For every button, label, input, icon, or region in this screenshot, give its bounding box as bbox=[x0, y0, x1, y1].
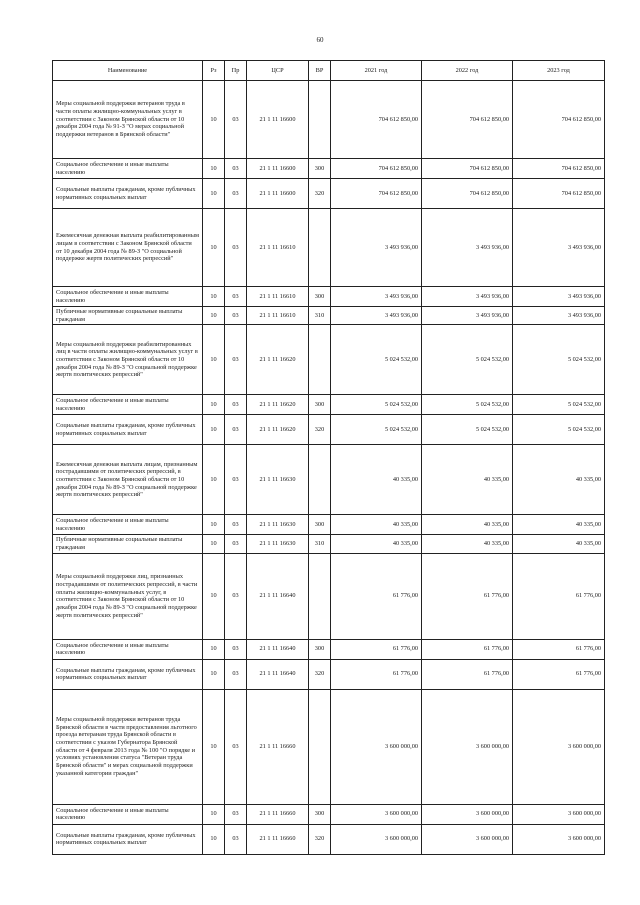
table-row bbox=[53, 325, 605, 395]
cell-name: Публичные нормативные социальные выплаты гражданам bbox=[53, 535, 203, 553]
cell-pr: 03 bbox=[225, 287, 247, 307]
header-2021: 2021 год bbox=[331, 61, 422, 81]
cell-2021: 40 335,00 bbox=[331, 535, 422, 553]
cell-vr: 320 bbox=[309, 659, 331, 689]
cell-pr: 03 bbox=[225, 415, 247, 445]
cell-vr bbox=[309, 81, 331, 159]
table-row bbox=[53, 659, 605, 689]
header-name: Наименование bbox=[53, 61, 203, 81]
cell-2023: 3 600 000,00 bbox=[513, 689, 605, 804]
cell-2022: 704 612 850,00 bbox=[422, 179, 513, 209]
cell-name: Социальное обеспечение и иные выплаты населению bbox=[53, 287, 203, 307]
cell-rz: 10 bbox=[203, 689, 225, 804]
cell-vr: 300 bbox=[309, 287, 331, 307]
cell-vr: 300 bbox=[309, 159, 331, 179]
cell-2021: 40 335,00 bbox=[331, 515, 422, 535]
cell-2023: 5 024 532,00 bbox=[513, 325, 605, 395]
cell-name: Социальное обеспечение и иные выплаты населению bbox=[53, 639, 203, 659]
page-number: 60 bbox=[316, 36, 324, 44]
cell-rz: 10 bbox=[203, 515, 225, 535]
cell-csr: 21 1 11 16620 bbox=[247, 415, 309, 445]
cell-2021: 61 776,00 bbox=[331, 639, 422, 659]
table-row bbox=[53, 307, 605, 325]
cell-2023: 61 776,00 bbox=[513, 639, 605, 659]
cell-2021: 61 776,00 bbox=[331, 553, 422, 639]
cell-2022: 61 776,00 bbox=[422, 659, 513, 689]
table-row bbox=[53, 515, 605, 535]
cell-name: Социальные выплаты гражданам, кроме публичных нормативных социальных выплат bbox=[53, 415, 203, 445]
cell-rz: 10 bbox=[203, 804, 225, 824]
cell-2023: 3 493 936,00 bbox=[513, 209, 605, 287]
table-row bbox=[53, 553, 605, 639]
cell-vr bbox=[309, 325, 331, 395]
cell-2023: 40 335,00 bbox=[513, 535, 605, 553]
cell-2021: 5 024 532,00 bbox=[331, 325, 422, 395]
cell-2022: 704 612 850,00 bbox=[422, 81, 513, 159]
cell-2022: 61 776,00 bbox=[422, 553, 513, 639]
cell-name: Публичные нормативные социальные выплаты гражданам bbox=[53, 307, 203, 325]
header-vr: ВР bbox=[309, 61, 331, 81]
cell-csr: 21 1 11 16620 bbox=[247, 395, 309, 415]
cell-pr: 03 bbox=[225, 659, 247, 689]
cell-name: Ежемесячная денежная выплата реабилитированным лицам в соответствии с Законом Брянской области от 10 декабря 2004 года № 89-З "О социальной поддержке жертв политических репрессий" bbox=[53, 209, 203, 287]
cell-csr: 21 1 11 16660 bbox=[247, 824, 309, 854]
table-row bbox=[53, 395, 605, 415]
cell-2023: 3 493 936,00 bbox=[513, 287, 605, 307]
cell-2022: 5 024 532,00 bbox=[422, 395, 513, 415]
cell-2022: 3 600 000,00 bbox=[422, 824, 513, 854]
cell-2023: 704 612 850,00 bbox=[513, 159, 605, 179]
cell-pr: 03 bbox=[225, 325, 247, 395]
cell-pr: 03 bbox=[225, 179, 247, 209]
cell-vr: 320 bbox=[309, 415, 331, 445]
cell-2021: 704 612 850,00 bbox=[331, 179, 422, 209]
cell-csr: 21 1 11 16640 bbox=[247, 553, 309, 639]
cell-2023: 5 024 532,00 bbox=[513, 395, 605, 415]
cell-2022: 3 600 000,00 bbox=[422, 689, 513, 804]
cell-rz: 10 bbox=[203, 81, 225, 159]
cell-vr: 300 bbox=[309, 804, 331, 824]
cell-2023: 40 335,00 bbox=[513, 515, 605, 535]
cell-name: Социальное обеспечение и иные выплаты населению bbox=[53, 804, 203, 824]
cell-2022: 3 493 936,00 bbox=[422, 287, 513, 307]
cell-2022: 5 024 532,00 bbox=[422, 325, 513, 395]
table-row bbox=[53, 287, 605, 307]
cell-2023: 704 612 850,00 bbox=[513, 81, 605, 159]
table-row bbox=[53, 824, 605, 854]
table-row bbox=[53, 179, 605, 209]
table-row bbox=[53, 209, 605, 287]
cell-pr: 03 bbox=[225, 515, 247, 535]
table-row bbox=[53, 159, 605, 179]
cell-csr: 21 1 11 16640 bbox=[247, 659, 309, 689]
cell-2021: 704 612 850,00 bbox=[331, 81, 422, 159]
cell-2023: 3 600 000,00 bbox=[513, 824, 605, 854]
header-pr: Пр bbox=[225, 61, 247, 81]
header-2023: 2023 год bbox=[513, 61, 605, 81]
table-row bbox=[53, 415, 605, 445]
cell-2022: 704 612 850,00 bbox=[422, 159, 513, 179]
table-row bbox=[53, 535, 605, 553]
cell-2022: 40 335,00 bbox=[422, 445, 513, 515]
cell-csr: 21 1 11 16630 bbox=[247, 515, 309, 535]
cell-2023: 3 493 936,00 bbox=[513, 307, 605, 325]
cell-2022: 40 335,00 bbox=[422, 535, 513, 553]
table-row bbox=[53, 639, 605, 659]
cell-vr: 320 bbox=[309, 824, 331, 854]
table-row bbox=[53, 445, 605, 515]
cell-pr: 03 bbox=[225, 553, 247, 639]
cell-2022: 40 335,00 bbox=[422, 515, 513, 535]
cell-pr: 03 bbox=[225, 824, 247, 854]
cell-2021: 61 776,00 bbox=[331, 659, 422, 689]
cell-name: Социальное обеспечение и иные выплаты населению bbox=[53, 159, 203, 179]
cell-csr: 21 1 11 16600 bbox=[247, 81, 309, 159]
cell-rz: 10 bbox=[203, 395, 225, 415]
cell-pr: 03 bbox=[225, 689, 247, 804]
cell-rz: 10 bbox=[203, 307, 225, 325]
cell-pr: 03 bbox=[225, 445, 247, 515]
table-header-row bbox=[53, 61, 605, 81]
cell-2023: 61 776,00 bbox=[513, 659, 605, 689]
cell-csr: 21 1 11 16610 bbox=[247, 287, 309, 307]
header-rz: Рз bbox=[203, 61, 225, 81]
cell-rz: 10 bbox=[203, 659, 225, 689]
cell-2022: 61 776,00 bbox=[422, 639, 513, 659]
cell-rz: 10 bbox=[203, 535, 225, 553]
cell-rz: 10 bbox=[203, 639, 225, 659]
cell-rz: 10 bbox=[203, 824, 225, 854]
cell-2022: 3 600 000,00 bbox=[422, 804, 513, 824]
cell-pr: 03 bbox=[225, 209, 247, 287]
cell-csr: 21 1 11 16660 bbox=[247, 689, 309, 804]
cell-pr: 03 bbox=[225, 804, 247, 824]
cell-2021: 3 493 936,00 bbox=[331, 287, 422, 307]
cell-2021: 40 335,00 bbox=[331, 445, 422, 515]
cell-vr: 320 bbox=[309, 179, 331, 209]
table-body bbox=[53, 81, 605, 855]
table-row bbox=[53, 804, 605, 824]
cell-pr: 03 bbox=[225, 535, 247, 553]
cell-rz: 10 bbox=[203, 159, 225, 179]
cell-rz: 10 bbox=[203, 209, 225, 287]
cell-2021: 5 024 532,00 bbox=[331, 415, 422, 445]
table-row bbox=[53, 689, 605, 804]
cell-2021: 704 612 850,00 bbox=[331, 159, 422, 179]
cell-vr: 310 bbox=[309, 307, 331, 325]
header-csr: ЦСР bbox=[247, 61, 309, 81]
table-row bbox=[53, 81, 605, 159]
cell-2023: 5 024 532,00 bbox=[513, 415, 605, 445]
cell-2021: 3 600 000,00 bbox=[331, 804, 422, 824]
cell-csr: 21 1 11 16630 bbox=[247, 445, 309, 515]
cell-pr: 03 bbox=[225, 159, 247, 179]
cell-2022: 3 493 936,00 bbox=[422, 209, 513, 287]
cell-vr: 300 bbox=[309, 515, 331, 535]
cell-rz: 10 bbox=[203, 179, 225, 209]
cell-name: Социальные выплаты гражданам, кроме публичных нормативных социальных выплат bbox=[53, 824, 203, 854]
cell-name: Социальные выплаты гражданам, кроме публичных нормативных социальных выплат bbox=[53, 659, 203, 689]
budget-table bbox=[52, 60, 605, 855]
cell-csr: 21 1 11 16600 bbox=[247, 159, 309, 179]
cell-2021: 3 600 000,00 bbox=[331, 689, 422, 804]
cell-vr: 300 bbox=[309, 395, 331, 415]
cell-2022: 5 024 532,00 bbox=[422, 415, 513, 445]
cell-vr bbox=[309, 209, 331, 287]
cell-csr: 21 1 11 16610 bbox=[247, 307, 309, 325]
cell-rz: 10 bbox=[203, 287, 225, 307]
cell-name: Меры социальной поддержки ветеранов труда Брянской области в части предоставления льготного проезда ветеранам труда Брянской области в соответствии с указом Губернатора Брянской области от 4 февраля 2013 года № 100 "О порядке и условиях установления статуса "Ветеран труда Брянской области" и мерах социальной поддержки указанной категории граждан" bbox=[53, 689, 203, 804]
cell-2023: 3 600 000,00 bbox=[513, 804, 605, 824]
cell-csr: 21 1 11 16660 bbox=[247, 804, 309, 824]
cell-name: Ежемесячная денежная выплата лицам, признанным пострадавшими от политических репрессий, в соответствии с Законом Брянской области от 10 декабря 2004 года № 89-З "О социальной поддержке жертв политических репрессий" bbox=[53, 445, 203, 515]
cell-name: Социальное обеспечение и иные выплаты населению bbox=[53, 515, 203, 535]
cell-vr bbox=[309, 553, 331, 639]
cell-vr: 310 bbox=[309, 535, 331, 553]
cell-name: Социальные выплаты гражданам, кроме публичных нормативных социальных выплат bbox=[53, 179, 203, 209]
cell-2021: 3 493 936,00 bbox=[331, 209, 422, 287]
cell-pr: 03 bbox=[225, 307, 247, 325]
cell-name: Меры социальной поддержки лиц, признанных пострадавшими от политических репрессий, в части оплаты жилищно-коммунальных услуг, в соответствии с Законом Брянской области от 10 декабря 2004 года № 89-З "О социальной поддержке жертв политических репрессий" bbox=[53, 553, 203, 639]
cell-csr: 21 1 11 16600 bbox=[247, 179, 309, 209]
cell-rz: 10 bbox=[203, 325, 225, 395]
cell-name: Меры социальной поддержки ветеранов труда в части оплаты жилищно-коммунальных услуг в соответствии с Законом Брянской области от 10 декабря 2004 года № 91-З "О мерах социальной поддержки ветеранов в Брянской области" bbox=[53, 81, 203, 159]
cell-rz: 10 bbox=[203, 445, 225, 515]
cell-pr: 03 bbox=[225, 395, 247, 415]
cell-csr: 21 1 11 16620 bbox=[247, 325, 309, 395]
cell-pr: 03 bbox=[225, 639, 247, 659]
cell-rz: 10 bbox=[203, 553, 225, 639]
cell-rz: 10 bbox=[203, 415, 225, 445]
cell-csr: 21 1 11 16640 bbox=[247, 639, 309, 659]
cell-2023: 40 335,00 bbox=[513, 445, 605, 515]
cell-vr bbox=[309, 689, 331, 804]
cell-2021: 5 024 532,00 bbox=[331, 395, 422, 415]
cell-2023: 704 612 850,00 bbox=[513, 179, 605, 209]
cell-2021: 3 600 000,00 bbox=[331, 824, 422, 854]
cell-vr: 300 bbox=[309, 639, 331, 659]
cell-csr: 21 1 11 16610 bbox=[247, 209, 309, 287]
cell-name: Социальное обеспечение и иные выплаты населению bbox=[53, 395, 203, 415]
header-2022: 2022 год bbox=[422, 61, 513, 81]
cell-2023: 61 776,00 bbox=[513, 553, 605, 639]
cell-vr bbox=[309, 445, 331, 515]
cell-name: Меры социальной поддержки реабилитированных лиц в части оплаты жилищно-коммунальных услуг в соответствии с Законом Брянской области от 10 декабря 2004 года № 89-З "О социальной поддержке жертв политических репрессий" bbox=[53, 325, 203, 395]
cell-2021: 3 493 936,00 bbox=[331, 307, 422, 325]
cell-2022: 3 493 936,00 bbox=[422, 307, 513, 325]
cell-pr: 03 bbox=[225, 81, 247, 159]
cell-csr: 21 1 11 16630 bbox=[247, 535, 309, 553]
